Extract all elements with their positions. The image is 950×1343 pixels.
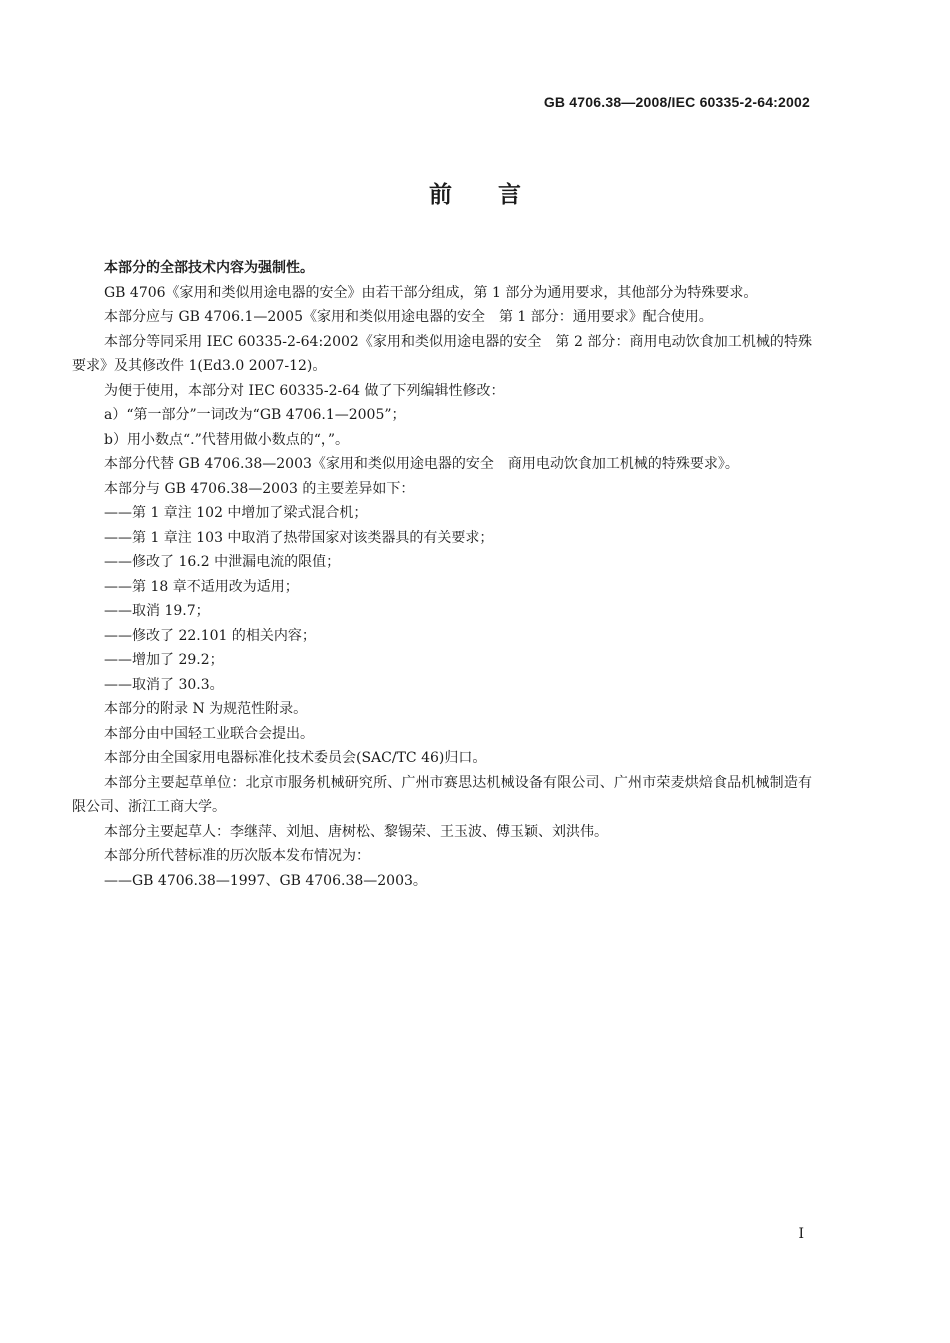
paragraph-mandatory: 本部分的全部技术内容为强制性。	[104, 260, 314, 276]
difference-item: ——修改了 22.101 的相关内容；	[104, 627, 316, 644]
foreword-body	[72, 256, 812, 893]
difference-item: ——第 18 章不适用改为适用；	[104, 578, 299, 595]
paragraph-composition: GB 4706《家用和类似用途电器的安全》由若干部分组成，第 1 部分为通用要求，其他部分为特殊要求。	[104, 284, 758, 301]
page-title: 前 言	[429, 182, 521, 208]
difference-item: ——第 1 章注 103 中取消了热带国家对该类器具的有关要求；	[104, 529, 494, 546]
paragraph-administered-by: 本部分由全国家用电器标准化技术委员会(SAC/TC 46)归口。	[104, 750, 487, 766]
difference-item: ——取消了 30.3。	[104, 676, 224, 693]
paragraph-adoption: 本部分等同采用 IEC 60335-2-64:2002《家用和类似用途电器的安全 第 2 部分：商用电动饮食加工机械的特殊要求》及其修改件 1(Ed3.0 2007-12)。	[72, 333, 812, 374]
paragraph-usage: 本部分应与 GB 4706.1—2005《家用和类似用途电器的安全 第 1 部分：通用要求》配合使用。	[104, 309, 713, 325]
list-item-b: b）用小数点“.”代替用做小数点的“，”。	[104, 431, 350, 448]
page-number: I	[798, 1226, 804, 1242]
paragraph-drafting-units: 本部分主要起草单位：北京市服务机械研究所、广州市赛思达机械设备有限公司、广州市荣麦烘焙食品机械制造有限公司、浙江工商大学。	[72, 774, 812, 815]
paragraph-differences: 本部分与 GB 4706.38—2003 的主要差异如下：	[104, 480, 415, 497]
difference-item: ——增加了 29.2；	[104, 652, 224, 668]
paragraph-drafters: 本部分主要起草人：李继萍、刘旭、唐树松、黎锡荣、王玉波、傅玉颖、刘洪伟。	[104, 823, 608, 840]
paragraph-history: 本部分所代替标准的历次版本发布情况为：	[104, 848, 370, 864]
difference-item: ——取消 19.7；	[104, 603, 210, 619]
difference-item: ——第 1 章注 102 中增加了梁式混合机；	[104, 505, 368, 521]
paragraph-replaces: 本部分代替 GB 4706.38—2003《家用和类似用途电器的安全 商用电动饮食加工机械的特殊要求》。	[104, 456, 739, 472]
list-item-a: a）“第一部分”一词改为“GB 4706.1—2005”；	[104, 407, 406, 423]
paragraph-annex: 本部分的附录 N 为规范性附录。	[104, 701, 308, 717]
paragraph-proposed-by: 本部分由中国轻工业联合会提出。	[104, 725, 314, 742]
history-item: ——GB 4706.38—1997、GB 4706.38—2003。	[104, 872, 427, 889]
standard-code-header: GB 4706.38—2008/IEC 60335-2-64:2002	[543, 94, 810, 110]
difference-item: ——修改了 16.2 中泄漏电流的限值；	[104, 554, 341, 570]
paragraph-editorial: 为便于使用，本部分对 IEC 60335-2-64 做了下列编辑性修改：	[104, 382, 505, 399]
